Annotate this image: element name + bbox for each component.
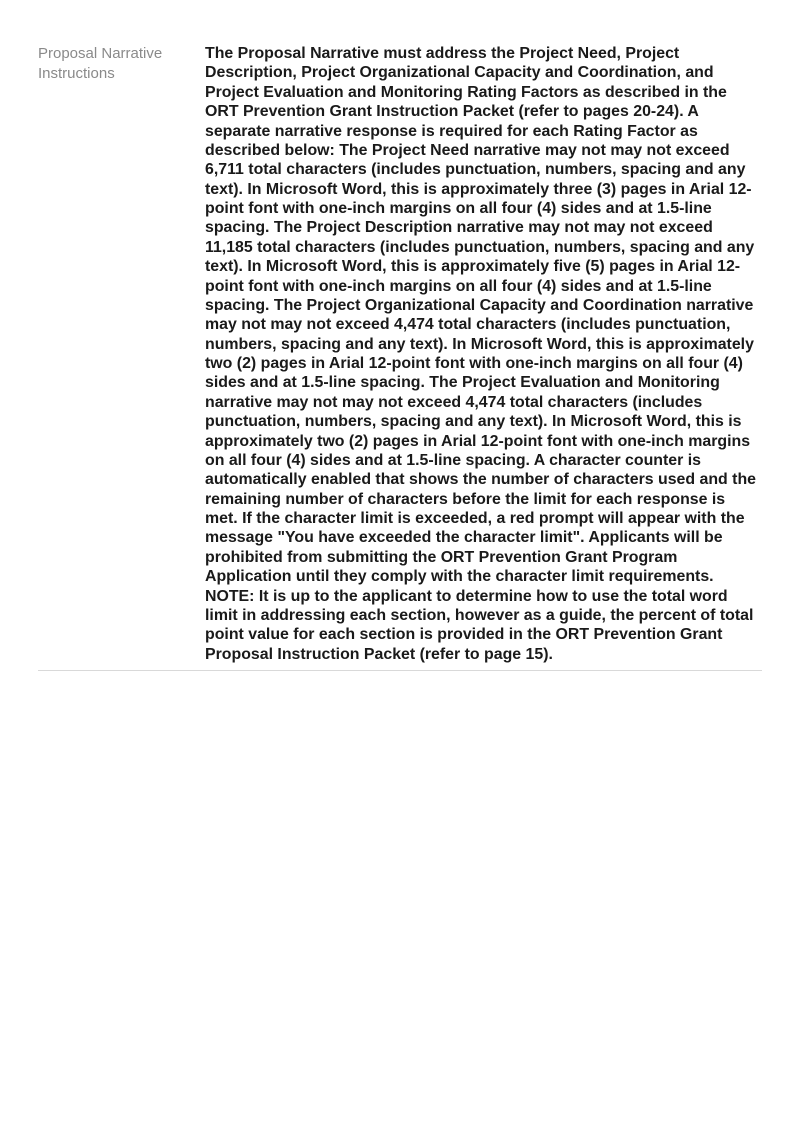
field-label: Proposal Narrative Instructions — [38, 45, 163, 82]
field-value: The Proposal Narrative must address the Project Need, Project Description, Project Organizational Capacity and Coordination, and Project Evaluation and Monitoring Rating Factors as described in the ORT Prevention Grant Instruction Packet (refer to pages 20-24). A separate narrative response is required for each Rating Factor as described below: The Project Need narrative may not may not exceed 6,711 total characters (includes punctuation, numbers, spacing and any text). In Microsoft Word, this is approximately three (3) pages in Arial 12-point font with one-inch margins on all four (4) sides and at 1.5-line spacing. The Project Description narrative may not may not exceed 11,185 total characters (includes punctuation, numbers, spacing and any text). In Microsoft Word, this is approximately five (5) pages in Arial 12-point font with one-inch margins on all four (4) sides and at 1.5-line spacing. The Project Organizational Capacity and Coordination narrative may not may not exceed 4,474 total characters (includes punctuation, numbers, spacing and any text). In Microsoft Word, this is approximately two (2) pages in Arial 12-point font with one-inch margins on all four (4) sides and at 1.5-line spacing. The Project Evaluation and Monitoring narrative may not may not exceed 4,474 total characters (includes punctuation, numbers, spacing and any text). In Microsoft Word, this is approximately two (2) pages in Arial 12-point font with one-inch margins on all four (4) sides and at 1.5-line spacing. A character counter is automatically enabled that shows the number of characters used and the remaining number of characters before the limit for each response is met. If the character limit is exceeded, a red prompt will appear with the message "You have exceeded the character limit". Applicants will be prohibited from submitting the ORT Prevention Grant Program Application until they comply with the character limit requirements. NOTE: It is up to the applicant to determine how to use the total word limit in addressing each section, however as a guide, the percent of total point value for each section is provided in the ORT Prevention Grant Proposal Instruction Packet (refer to page 15). — [205, 45, 757, 663]
form-row-proposal-narrative-instructions — [38, 44, 762, 671]
